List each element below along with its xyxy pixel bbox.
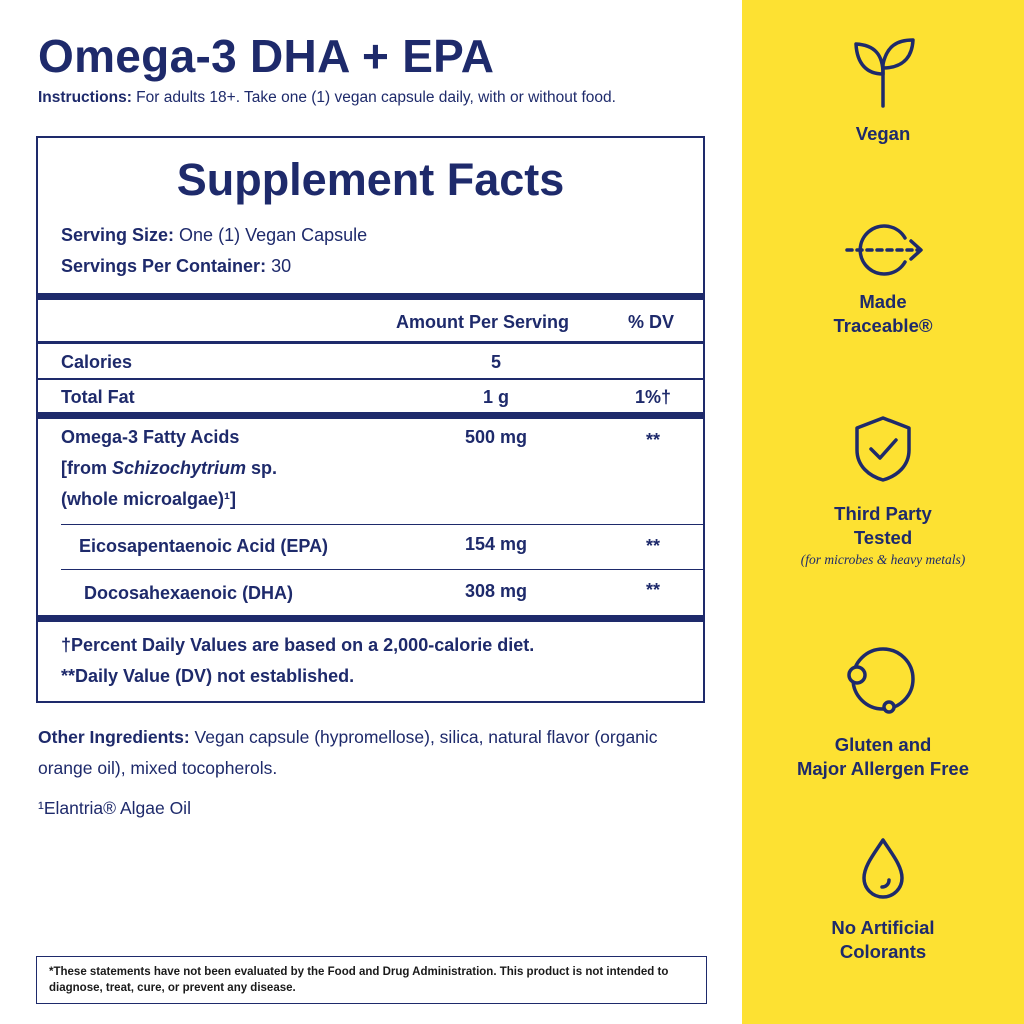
thick-divider — [38, 615, 703, 622]
row-amount: 1 g — [482, 387, 510, 407]
row-amount: 308 mg — [464, 581, 528, 601]
features-sidebar — [742, 0, 1024, 1024]
badge-label-line2: Traceable® — [833, 315, 933, 336]
other-ingredients-text: Vegan capsule (hypromellose), silica, natural flavor (organic orange oil), mixed tocopherols. — [38, 727, 658, 778]
badge-third-party-tested — [742, 414, 1024, 570]
ring-icon — [742, 645, 1024, 717]
thick-divider — [38, 293, 703, 300]
badge-label-line2: Major Allergen Free — [796, 758, 970, 779]
badge-label-line2: Colorants — [839, 941, 927, 962]
droplet-icon — [742, 836, 1024, 900]
row-name: Total Fat — [61, 387, 135, 407]
row-name-line3: (whole microalgae)¹] — [61, 489, 237, 509]
serving-size-value: One (1) Vegan Capsule — [174, 225, 368, 245]
badge-label-line1: Gluten and — [834, 734, 932, 755]
row-name-line2-pre: [from — [61, 458, 112, 478]
row-name-line2-post: sp. — [246, 458, 278, 478]
sprout-icon — [742, 34, 1024, 110]
servings-value: 30 — [266, 256, 292, 276]
fda-disclaimer: *These statements have not been evaluated by the Food and Drug Administration. This product is not intended to diagnose, treat, cure, or prevent any disease. — [36, 956, 707, 1004]
row-amount: 154 mg — [464, 534, 528, 554]
instructions-label: Instructions: — [38, 89, 132, 106]
servings-label: Servings Per Container: — [61, 256, 267, 276]
dv-note: †Percent Daily Values are based on a 2,000-calorie diet. — [61, 635, 535, 655]
other-ingredients-label: Other Ingredients: — [38, 727, 190, 747]
facts-title: Supplement Facts — [176, 154, 565, 205]
badge-label-line1: Third Party — [834, 503, 932, 524]
column-header-amount: Amount Per Serving — [396, 312, 570, 332]
divider — [38, 341, 703, 344]
row-name-line2 — [61, 457, 277, 479]
row-name-line2-italic: Schizochytrium — [112, 458, 247, 478]
product-title: Omega-3 DHA + EPA — [38, 30, 495, 82]
badge-sublabel: (for microbes & heavy metals) — [800, 552, 966, 567]
badge-label-line1: Made — [859, 291, 907, 312]
dv-not-established-note: **Daily Value (DV) not established. — [61, 666, 355, 686]
row-dv: ** — [645, 536, 661, 556]
traceable-arrow-icon — [742, 222, 1024, 278]
badge-allergen-free — [742, 645, 1024, 781]
column-header-dv: % DV — [628, 312, 675, 332]
row-dv: ** — [645, 430, 661, 450]
badge-no-artificial-colorants — [742, 836, 1024, 964]
row-amount: 5 — [490, 352, 502, 372]
serving-size-label: Serving Size: — [61, 225, 175, 245]
badge-label-line1: No Artificial — [831, 917, 935, 938]
row-name: Eicosapentaenoic Acid (EPA) — [79, 536, 329, 556]
row-amount: 500 mg — [464, 427, 528, 447]
supplement-facts-panel — [36, 136, 705, 703]
algae-oil-footnote: ¹Elantria® Algae Oil — [38, 798, 191, 818]
badge-vegan — [742, 34, 1024, 146]
serving-size — [61, 224, 367, 246]
instructions — [38, 89, 616, 107]
instructions-text: For adults 18+. Take one (1) vegan capsule daily, with or without food. — [131, 89, 616, 106]
divider — [61, 524, 705, 525]
divider — [38, 378, 703, 380]
badge-label-line2: Tested — [853, 527, 913, 548]
other-ingredients — [38, 722, 698, 784]
divider — [61, 569, 705, 570]
badge-label: Vegan — [855, 123, 911, 144]
row-name: Docosahexaenoic (DHA) — [84, 583, 294, 603]
servings-per-container — [61, 255, 291, 277]
badge-traceable — [742, 222, 1024, 338]
shield-check-icon — [742, 414, 1024, 484]
row-dv: 1%† — [634, 387, 672, 407]
thick-divider — [38, 412, 703, 419]
row-name-line1: Omega-3 Fatty Acids — [61, 427, 240, 447]
row-name: Calories — [61, 352, 133, 372]
row-dv: ** — [645, 580, 661, 600]
